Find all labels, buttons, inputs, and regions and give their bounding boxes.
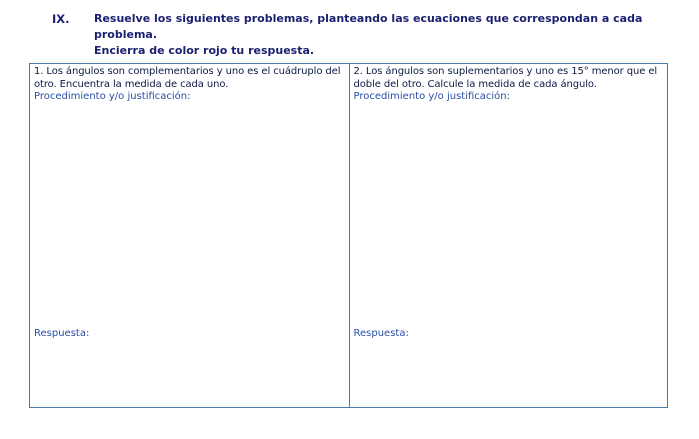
procedure-label: Procedimiento y/o justificación: bbox=[34, 91, 191, 102]
answer-label: Respuesta: bbox=[34, 328, 90, 339]
procedure-label: Procedimiento y/o justificación: bbox=[353, 91, 511, 102]
instructions-line-1: Resuelve los siguientes problemas, planteando las ecuaciones que correspondan a cada problema. bbox=[94, 12, 643, 41]
instructions bbox=[94, 11, 692, 59]
section-header bbox=[52, 11, 692, 59]
answer-label: Respuesta: bbox=[353, 328, 409, 339]
problem-cell-2 bbox=[349, 64, 668, 407]
instructions-line-2: Encierra de color rojo tu respuesta. bbox=[94, 44, 315, 57]
problem-text: 2. Los ángulos son suplementarios y uno es 15° menor que el doble del otro. Calcule la medida de cada ángulo. bbox=[353, 66, 658, 90]
problem-cell-1 bbox=[30, 64, 349, 407]
header-row bbox=[52, 11, 692, 59]
section-numeral: IX. bbox=[52, 12, 70, 26]
problems-table bbox=[29, 63, 668, 408]
problem-text: 1. Los ángulos son complementarios y uno es el cuádruplo del otro. Encuentra la medida de cada uno. bbox=[34, 66, 341, 90]
